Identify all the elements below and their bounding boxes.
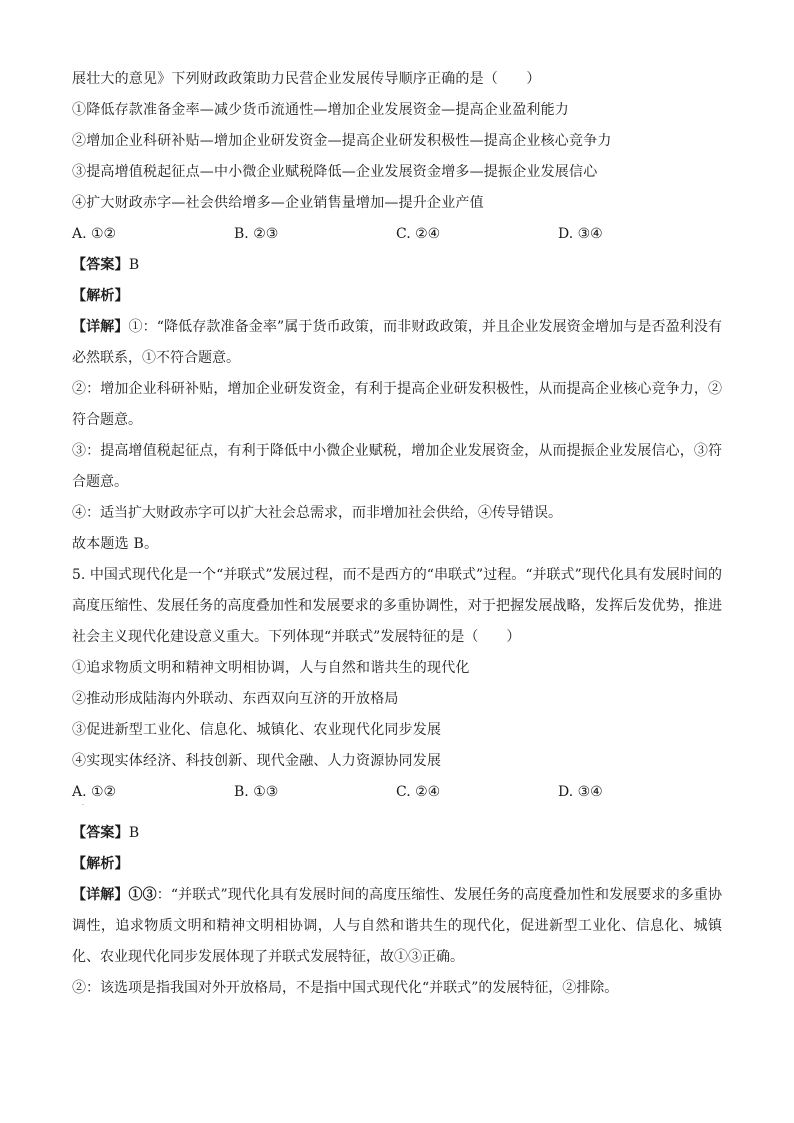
q4-answer-value: B [128,257,140,273]
q5-option-c: C. ②④ [396,784,441,800]
q4-conclusion: 故本题选 B。 [72,536,159,552]
q4-detail-2: ②：增加企业科研补贴，增加企业研发资金，有利于提高企业研发积极性，从而提高企业核心竞争力，②符合题意。 [72,381,722,428]
q4-detail-tag: 【详解】 [72,319,129,335]
q4-detail-3: ③：提高增值税起征点，有利于降低中小微企业赋税，增加企业发展资金，从而提振企业发展信心，③符合题意。 [72,443,722,490]
q5-detail-2: ②：该选项是指我国对外开放格局，不是指中国式现代化“并联式”的发展特征，②排除。 [72,980,619,996]
q4-stem-tail: 展壮大的意见》下列财政政策助力民营企业发展传导顺序正确的是（ ） [72,71,541,87]
q4-detail-1-text: ①：“降低存款准备金率”属于货币政策，而非财政政策，并且企业发展资金增加与是否盈利没有必然联系，①不符合题意。 [72,319,723,366]
q5-answer-tag: 【答案】 [72,825,129,841]
q5-detail-tag: 【详解】 [72,887,129,903]
q5-option-a: A. ①② [72,784,117,800]
q5-stem: 5. 中国式现代化是一个“并联式”发展过程，而不是西方的“串联式”过程。“并联式”现代化具有发展时间的高度压缩性、发展任务的高度叠加性和发展要求的多重协调性，对于把握发展战略，发挥后发优势，推进社会主义现代化建设意义重大。下列体现“并联式”发展特征的是（ ） [72,567,722,645]
q4-option-d: D. ③④ [558,226,603,242]
q5-item-4: ④实现实体经济、科技创新、现代金融、人力资源协同发展 [72,753,442,769]
q4-item-2: ②增加企业科研补贴—增加企业研发资金—提高企业研发积极性—提高企业核心竞争力 [72,133,612,149]
q4-detail-4: ④：适当扩大财政赤字可以扩大社会总需求，而非增加社会供给，④传导错误。 [72,505,562,521]
q4-option-c: C. ②④ [396,226,441,242]
q4-options [72,219,722,250]
q4-option-b: B. ②③ [234,226,279,242]
q5-analysis [72,849,722,880]
q4-option-a: A. ①② [72,226,117,242]
q5-detail-lead: ①③ [128,887,157,903]
q5-analysis-tag: 【解析】 [72,856,129,872]
stray-mark: · [82,802,84,809]
q5-option-b: B. ①③ [234,784,279,800]
q5-detail-1-text: ：“并联式”现代化具有发展时间的高度压缩性、发展任务的高度叠加性和发展要求的多重协调性，追求物质文明和精神文明相协调，人与自然和谐共生的现代化，促进新型工业化、信息化、城镇化、农业现代化同步发展体现了并联式发展特征，故①③正确。 [72,887,723,965]
q4-item-4: ④扩大财政赤字—社会供给增多—企业销售量增加—提升企业产值 [72,195,484,211]
q5-answer [72,818,722,849]
q5-answer-value: B [128,825,140,841]
q4-answer-tag: 【答案】 [72,257,129,273]
q5-options [72,777,722,808]
q5-detail-1 [72,880,722,973]
q4-analysis-tag: 【解析】 [72,288,129,304]
q5-item-1: ①追求物质文明和精神文明相协调，人与自然和谐共生的现代化 [72,660,470,676]
document-page [72,64,722,1004]
q5-option-d: D. ③④ [558,784,603,800]
q5-item-2: ②推动形成陆海内外联动、东西双向互济的开放格局 [72,691,399,707]
q4-detail-1 [72,312,722,374]
q4-item-3: ③提高增值税起征点—中小微企业赋税降低—企业发展资金增多—提振企业发展信心 [72,164,598,180]
q4-answer [72,250,722,281]
q4-item-1: ①降低存款准备金率—减少货币流通性—增加企业发展资金—提高企业盈利能力 [72,102,569,118]
q5-item-3: ③促进新型工业化、信息化、城镇化、农业现代化同步发展 [72,722,442,738]
q4-analysis [72,281,722,312]
